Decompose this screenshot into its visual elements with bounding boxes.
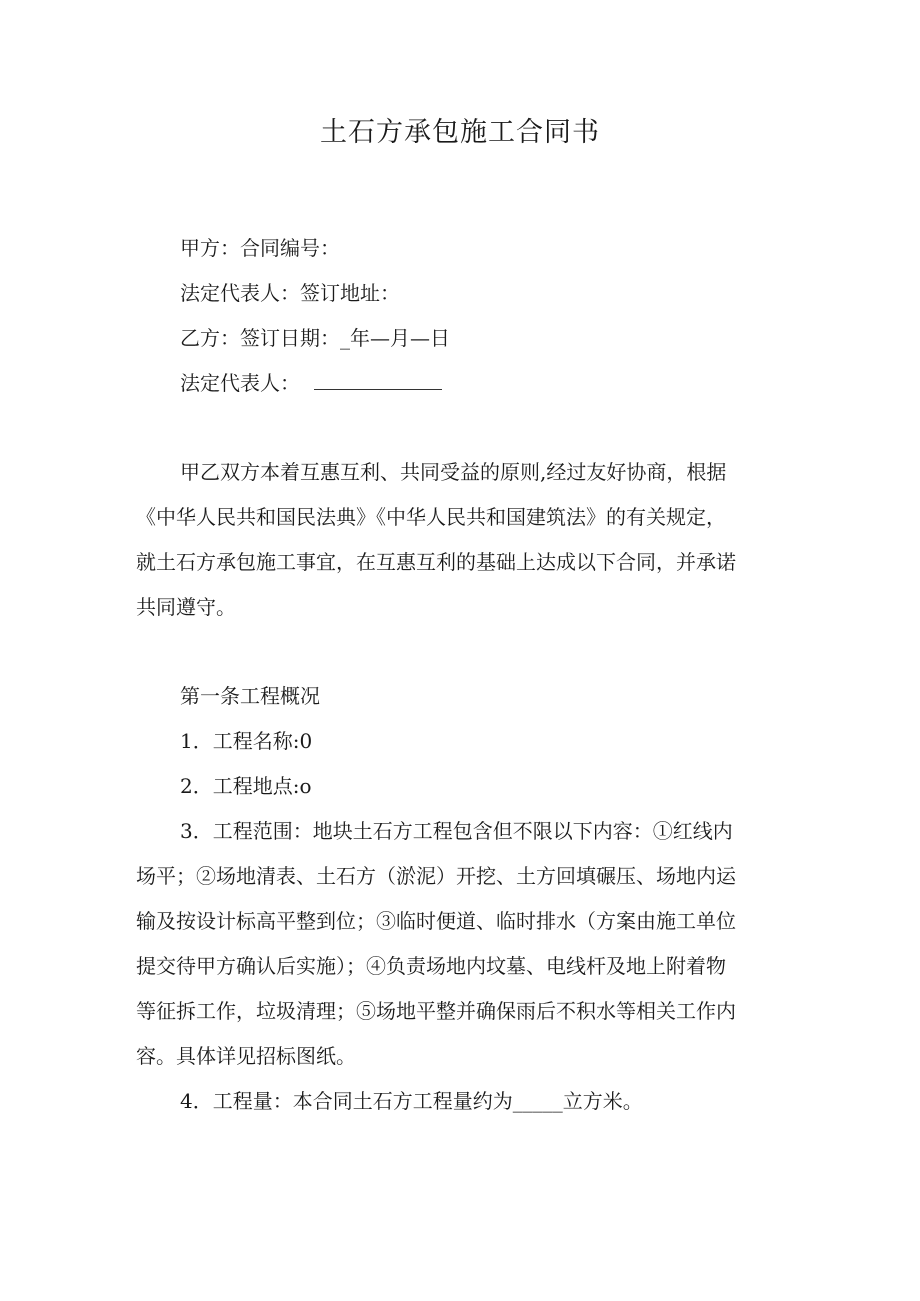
preamble-line: 《中华人民共和国民法典》《中华人民共和国建筑法》的有关规定，	[136, 505, 726, 529]
preamble-line: 甲乙双方本着互惠互利、共同受益的原则,经过友好协商，根据	[180, 460, 727, 484]
item-scope-line: 场平；②场地清表、土石方（淤泥）开挖、土方回填碾压、场地内运	[136, 864, 736, 888]
document-title: 土石方承包施工合同书	[320, 117, 600, 148]
item-scope-line: 3．工程范围：地块土石方工程包含但不限以下内容：①红线内	[180, 819, 733, 843]
item-project-location: 2．工程地点:o	[180, 774, 312, 798]
party-b-field: 乙方：签订日期：_年—月—日	[180, 326, 450, 350]
article-1-heading: 第一条工程概况	[180, 684, 320, 708]
item-project-name: 1．工程名称:0	[180, 729, 313, 753]
preamble-line: 共同遵守。	[136, 595, 236, 619]
party-a-field: 甲方：合同编号：	[180, 236, 340, 260]
item-scope-line: 提交待甲方确认后实施）；④负责场地内坟墓、电线杆及地上附着物	[136, 954, 726, 978]
item-scope-line: 等征拆工作，垃圾清理；⑤场地平整并确保雨后不积水等相关工作内	[136, 999, 736, 1023]
item-quantity: 4．工程量：本合同土石方工程量约为_____立方米。	[180, 1089, 643, 1113]
representative-field-1: 法定代表人：签订地址：	[180, 281, 400, 305]
item-scope-line: 输及按设计标高平整到位；③临时便道、临时排水（方案由施工单位	[136, 909, 736, 933]
item-scope-line: 容。具体详见招标图纸。	[136, 1044, 356, 1068]
representative-row-2	[180, 368, 442, 398]
signature-blank-line	[314, 369, 442, 390]
representative-field-2: 法定代表人：	[180, 371, 300, 395]
preamble-line: 就土石方承包施工事宜，在互惠互利的基础上达成以下合同，并承诺	[136, 550, 736, 574]
